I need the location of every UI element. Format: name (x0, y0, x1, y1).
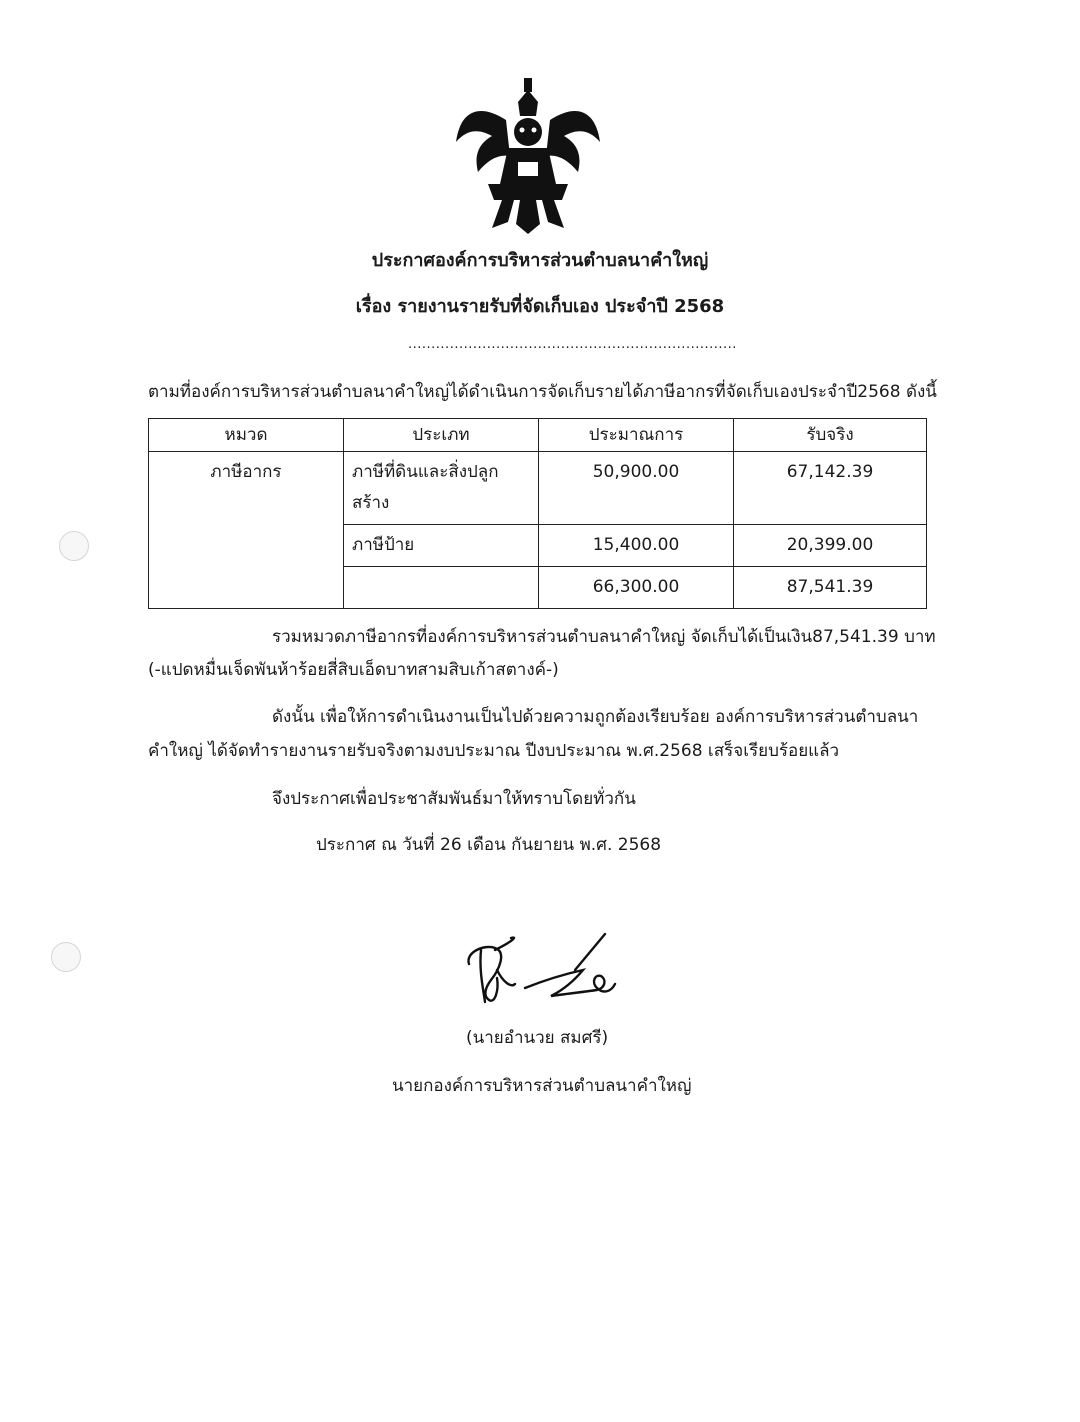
handwritten-signature (455, 930, 635, 1010)
intro-paragraph: ตามที่องค์การบริหารส่วนตำบลนาคำใหญ่ได้ดำเนินการจัดเก็บรายได้ภาษีอากรที่จัดเก็บเองประจำปี2568 ดังนี้ (148, 382, 937, 402)
summary-line-1: รวมหมวดภาษีอากรที่องค์การบริหารส่วนตำบลนาคำใหญ่ จัดเก็บได้เป็นเงิน87,541.39 บาท (272, 627, 936, 647)
garuda-emblem (448, 72, 608, 237)
type-text-line: สร้าง (352, 493, 390, 513)
title-divider: ....................................................................... (408, 337, 737, 352)
conclusion-line-2: คำใหญ่ ได้จัดทำรายงานรายรับจริงตามงบประมาณ ปีงบประมาณ พ.ศ.2568 เสร็จเรียบร้อยแล้ว (148, 741, 840, 761)
estimate-cell: 50,900.00 (539, 452, 734, 525)
estimate-cell: 15,400.00 (539, 525, 734, 567)
announcement-subject: เรื่อง รายงานรายรับที่จัดเก็บเอง ประจำปี 2568 (355, 296, 725, 317)
signer-name: (นายอำนวย สมศรี) (466, 1028, 609, 1048)
announcement-title: ประกาศองค์การบริหารส่วนตำบลนาคำใหญ่ (371, 250, 709, 271)
total-estimate-cell: 66,300.00 (539, 567, 734, 609)
category-cell: ภาษีอากร (149, 452, 344, 609)
table-header-row (149, 419, 927, 452)
actual-cell: 67,142.39 (734, 452, 927, 525)
conclusion-line-1: ดังนั้น เพื่อให้การดำเนินงานเป็นไปด้วยความถูกต้องเรียบร้อย องค์การบริหารส่วนตำบลนา (272, 707, 919, 727)
announce-line: จึงประกาศเพื่อประชาสัมพันธ์มาให้ทราบโดยทั่วกัน (272, 789, 636, 809)
date-line: ประกาศ ณ วันที่ 26 เดือน กันยายน พ.ศ. 2568 (316, 835, 662, 855)
signer-position: นายกองค์การบริหารส่วนตำบลนาคำใหญ่ (392, 1076, 692, 1096)
punch-hole-bottom (51, 942, 81, 972)
col-header-actual: รับจริง (734, 419, 927, 452)
col-header-category: หมวด (149, 419, 344, 452)
type-cell-empty (344, 567, 539, 609)
punch-hole-top (59, 531, 89, 561)
col-header-estimate: ประมาณการ (539, 419, 734, 452)
actual-cell: 20,399.00 (734, 525, 927, 567)
revenue-table (148, 418, 927, 609)
table-row (149, 452, 927, 525)
type-cell: ภาษีป้าย (344, 525, 539, 567)
type-cell (344, 452, 539, 525)
total-actual-cell: 87,541.39 (734, 567, 927, 609)
summary-line-2: (-แปดหมื่นเจ็ดพันห้าร้อยสี่สิบเอ็ดบาทสามสิบเก้าสตางค์-) (148, 660, 559, 680)
col-header-type: ประเภท (344, 419, 539, 452)
type-text-line: ภาษีที่ดินและสิ่งปลูก (352, 462, 499, 482)
